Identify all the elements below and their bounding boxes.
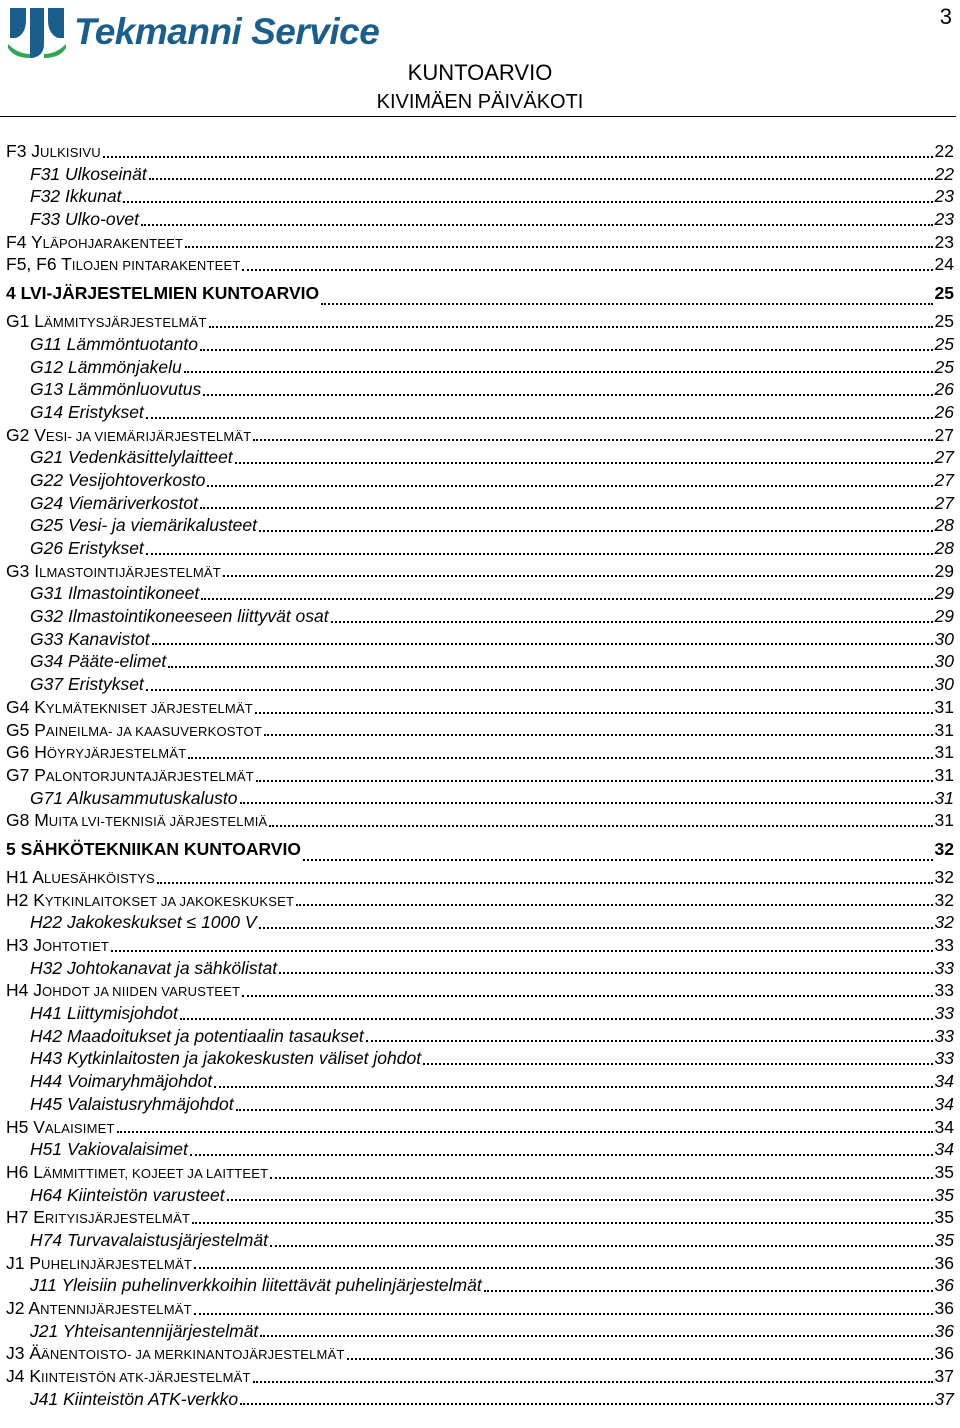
toc-subsection-entry[interactable] [6,1320,954,1343]
toc-entry-label: G31 Ilmastointikoneet [30,583,200,604]
toc-entry-label: H41 Liittymisjohdot [30,1003,178,1024]
toc-page-number: 26 [934,401,954,422]
toc-entry-code: G7 P [6,764,46,785]
toc-entry-label: H74 Turvavalaistusjärjestelmät [30,1229,268,1250]
dot-leader [185,246,932,248]
toc-entry-title-smallcaps: LUESÄHKÖISTYS [43,870,155,886]
toc-subsection-entry[interactable] [6,1138,954,1161]
toc-entry-label: G37 Eristykset [30,674,144,695]
toc-entry-label: H64 Kiinteistön varusteet [30,1184,225,1205]
table-of-contents [6,140,954,1410]
toc-page-number: 25 [934,333,954,354]
toc-entry-code: H4 J [6,980,42,1001]
dot-leader [279,972,932,974]
toc-page-number: 33 [934,957,954,978]
toc-subsection-entry[interactable] [6,333,954,356]
toc-entry-title-smallcaps: OHTOTIET [41,939,110,954]
toc-subsection-entry[interactable] [6,1047,954,1070]
toc-section-entry[interactable] [6,1365,954,1388]
toc-page-number: 31 [934,719,954,740]
toc-entry-label: G22 Vesijohtoverkosto [30,469,206,490]
dot-leader [203,394,932,396]
toc-entry-title-smallcaps: UITA LVI-TEKNISIÄ JÄRJESTELMIÄ [48,814,268,830]
toc-page-number: 37 [934,1388,954,1409]
dot-leader [152,643,933,645]
dot-leader [190,1154,933,1156]
toc-page-number: 29 [934,606,954,627]
toc-page-number: 32 [934,912,954,933]
toc-entry-label: H45 Valaistusryhmäjohdot [30,1093,234,1114]
dot-leader [264,734,933,736]
toc-entry-code: G5 P [6,719,46,740]
toc-page-number: 36 [934,1343,954,1364]
dot-leader [253,439,932,441]
toc-section-entry[interactable] [6,253,954,276]
toc-page-number: 27 [934,492,954,513]
toc-section-entry[interactable] [6,1297,954,1320]
toc-page-number: 31 [934,696,954,717]
toc-entry-label: H44 Voimaryhmäjohdot [30,1071,213,1092]
toc-page-number: 23 [934,186,954,207]
toc-entry-label [6,866,155,891]
toc-entry-code: G2 V [6,424,46,445]
toc-page-number: 37 [934,1366,954,1387]
toc-section-entry[interactable] [6,809,954,832]
dot-leader [270,1245,933,1247]
dot-leader [188,757,932,759]
toc-page-number: 32 [934,838,954,859]
dot-leader [117,1131,933,1133]
toc-entry-label [6,1116,115,1141]
toc-entry-label [6,140,101,165]
dot-leader [321,303,932,305]
toc-entry-label: J41 Kiinteistön ATK-verkko [30,1388,239,1409]
toc-subsection-entry[interactable] [6,469,954,492]
toc-page-number: 28 [934,538,954,558]
toc-entry-code: H5 V [6,1116,45,1137]
dot-leader [111,950,932,952]
dot-leader [240,1403,932,1405]
toc-page-number: 33 [934,1048,954,1069]
toc-entry-title-smallcaps: ÖYRYJÄRJESTELMÄT [46,746,187,762]
dot-leader [207,485,932,487]
toc-entry-label: F31 Ulkoseinät [30,163,147,184]
dot-leader [253,1381,933,1383]
toc-entry-label: G71 Alkusammutuskalusto [30,787,238,808]
toc-subsection-entry[interactable] [6,650,954,673]
toc-page-number: 30 [934,628,954,649]
dot-leader [180,1018,933,1020]
toc-section-entry[interactable] [6,719,954,742]
toc-entry-title-smallcaps: RITYISJÄRJESTELMÄT [44,1211,191,1227]
dot-leader [331,621,933,623]
toc-entry-code: J1 P [6,1252,42,1273]
toc-section-entry[interactable] [6,889,954,912]
toc-page-number: 27 [934,447,954,468]
toc-page-number: 23 [934,209,954,230]
toc-page-number: 22 [934,163,954,184]
toc-page-number: 34 [934,1071,954,1092]
toc-page-number: 32 [934,866,954,887]
toc-subsection-entry[interactable] [6,1025,954,1048]
toc-entry-label: F33 Ulko-ovet [30,209,139,230]
dot-leader [194,1313,933,1315]
toc-section-entry[interactable] [6,1252,954,1275]
toc-entry-label [6,424,251,449]
toc-section-entry[interactable] [6,424,954,447]
dot-leader [209,326,933,328]
toc-page-number: 35 [934,1184,954,1205]
dot-leader [103,156,933,158]
toc-page-number: 26 [934,379,954,400]
toc-section-entry[interactable] [6,1206,954,1229]
toc-page-number: 27 [934,469,954,490]
toc-page-number: 23 [934,231,954,252]
toc-entry-code: J4 K [6,1366,42,1387]
toc-subsection-entry[interactable] [6,378,954,401]
toc-subsection-entry[interactable] [6,1002,954,1025]
dot-leader [214,1086,932,1088]
toc-subsection-entry[interactable] [6,1274,954,1297]
toc-subsection-entry[interactable] [6,787,954,810]
toc-entry-label: F32 Ikkunat [30,186,122,207]
toc-page-number: 32 [934,889,954,910]
toc-page-number: 30 [934,651,954,672]
toc-section-entry[interactable] [6,764,954,787]
toc-page-number: 36 [934,1252,954,1273]
toc-entry-title-smallcaps: ÄNENTOISTO- JA MERKINANTOJÄRJESTELMÄT [41,1347,345,1363]
toc-entry-label: J11 Yleisiin puhelinverkkoihin liitettävät puhelinjärjestelmät [30,1275,482,1296]
dot-leader [157,882,933,884]
toc-chapter-entry[interactable] [6,832,954,866]
toc-section-entry[interactable] [6,934,954,957]
toc-entry-title-smallcaps: ALONTORJUNTAJÄRJESTELMÄT [45,768,254,784]
toc-entry-code: G8 M [6,810,49,831]
company-logo [6,4,379,60]
dot-leader [146,417,933,419]
dot-leader [259,530,933,532]
dot-leader [146,553,933,555]
dot-leader [168,666,932,668]
toc-section-entry[interactable] [6,866,954,889]
toc-page-number: 25 [934,283,954,304]
dot-leader [201,598,932,600]
toc-entry-label: G21 Vedenkäsittelylaitteet [30,447,233,468]
toc-subsection-entry[interactable] [6,605,954,628]
toc-subsection-entry[interactable] [6,537,954,560]
toc-entry-label [6,809,267,834]
toc-entry-label [6,253,240,278]
toc-subsection-entry[interactable] [6,185,954,208]
toc-entry-title-smallcaps: IINTEISTÖN ATK-JÄRJESTELMÄT [41,1370,251,1386]
dot-leader [260,1335,932,1337]
toc-entry-label: H43 Kytkinlaitosten ja jakokeskusten väliset johdot [30,1048,422,1069]
toc-entry-label: G14 Eristykset [30,401,144,422]
toc-entry-label [6,1365,251,1390]
toc-section-entry[interactable] [6,979,954,1002]
toc-entry-title-smallcaps: NTENNIJÄRJESTELMÄT [40,1302,192,1317]
page-number: 3 [939,4,952,29]
toc-subsection-entry[interactable] [6,208,954,231]
toc-page-number: 29 [934,583,954,604]
toc-subsection-entry[interactable] [6,401,954,424]
toc-page-number: 36 [934,1298,954,1318]
toc-subsection-entry[interactable] [6,628,954,651]
dot-leader [192,1222,932,1224]
dot-leader [259,927,933,929]
toc-entry-label: H42 Maadoitukset ja potentiaalin tasaukset [30,1025,364,1046]
toc-entry-code: H7 E [6,1207,45,1228]
toc-entry-label [6,231,183,256]
toc-subsection-entry[interactable] [6,446,954,469]
dot-leader [146,689,933,691]
dot-leader [484,1290,933,1292]
dot-leader [240,802,933,804]
toc-subsection-entry[interactable] [6,673,954,696]
dot-leader [149,178,933,180]
toc-page-number: 31 [934,742,954,763]
toc-page-number: 35 [934,1207,954,1228]
toc-section-entry[interactable] [6,140,954,163]
toc-page-number: 30 [934,674,954,695]
toc-entry-code: H2 K [6,889,45,910]
toc-subsection-entry[interactable] [6,163,954,186]
dot-leader [366,1040,933,1042]
toc-entry-code: H3 J [6,935,42,955]
dot-leader [269,825,932,827]
toc-page-number: 34 [934,1116,954,1137]
toc-entry-title-smallcaps: LMASTOINTIJÄRJESTELMÄT [39,564,221,580]
toc-chapter-entry[interactable] [6,276,954,310]
toc-page-number: 25 [934,356,954,377]
toc-entry-label: J21 Yhteisantennijärjestelmät [30,1320,259,1341]
toc-entry-title-smallcaps: ILOJEN PINTARAKENTEET [71,258,241,274]
toc-page-number: 34 [934,1139,954,1160]
toc-entry-label [6,1252,192,1277]
toc-entry-label [6,934,109,959]
toc-page-number: 27 [934,424,954,445]
dot-leader [141,224,933,226]
toc-page-number: 24 [934,254,954,275]
toc-page-number: 25 [934,311,954,332]
toc-section-entry[interactable] [6,310,954,333]
toc-subsection-entry[interactable] [6,582,954,605]
toc-subsection-entry[interactable] [6,356,954,379]
toc-entry-label: G34 Pääte-elimet [30,651,167,672]
toc-entry-label [6,1161,268,1186]
toc-entry-label: G32 Ilmastointikoneeseen liittyvät osat [30,606,329,627]
toc-entry-label: G12 Lämmönjakelu [30,356,182,377]
dot-leader [223,575,933,577]
toc-subsection-entry[interactable] [6,514,954,537]
toc-entry-label: G26 Eristykset [30,538,144,558]
document-title: KUNTOARVIO [407,60,553,85]
toc-entry-label [6,1297,192,1322]
toc-entry-label [6,741,186,766]
toc-subsection-entry[interactable] [6,1093,954,1116]
toc-entry-label: 5 SÄHKÖTEKNIIKAN KUNTOARVIO [6,838,301,859]
toc-entry-code: J3 Ä [6,1343,42,1364]
toc-entry-title-smallcaps: ALAISIMET [44,1120,115,1136]
document-subtitle: KIVIMÄEN PÄIVÄKOTI [376,91,584,113]
toc-page-number: 22 [934,141,954,161]
toc-entry-code: J2 A [6,1298,41,1318]
toc-entry-code: H1 A [6,866,44,887]
toc-entry-label [6,1342,345,1367]
toc-entry-title-smallcaps: ULKISIVU [40,145,101,160]
dot-leader [236,1109,933,1111]
toc-section-entry[interactable] [6,231,954,254]
toc-entry-title-smallcaps: ÄMMITYSJÄRJESTELMÄT [43,315,207,331]
toc-entry-title-smallcaps: OHDOT JA NIIDEN VARUSTEET [41,984,241,1000]
dot-leader [235,462,933,464]
toc-page-number: 33 [934,1003,954,1024]
header-divider [0,116,956,117]
dot-leader [200,507,933,509]
toc-entry-title-smallcaps: LÄPOHJARAKENTEET [42,235,184,251]
dot-leader [194,1267,933,1269]
dot-leader [242,995,932,997]
toc-entry-code: F3 J [6,141,41,161]
toc-section-entry[interactable] [6,1116,954,1139]
toc-entry-label [6,979,240,1004]
toc-subsection-entry[interactable] [6,492,954,515]
toc-entry-title-smallcaps: YLMÄTEKNISET JÄRJESTELMÄT [45,700,253,716]
toc-subsection-entry[interactable] [6,957,954,980]
toc-entry-label: G11 Lämmöntuotanto [30,333,198,354]
toc-page-number: 33 [934,1025,954,1046]
toc-page-number: 28 [934,515,954,536]
toc-subsection-entry[interactable] [6,1070,954,1093]
toc-entry-code: G4 K [6,696,46,717]
toc-section-entry[interactable] [6,741,954,764]
toc-entry-code: G1 L [6,311,44,332]
toc-entry-label [6,696,253,721]
toc-entry-label: G33 Kanavistot [30,628,150,649]
toc-entry-label: H22 Jakokeskukset ≤ 1000 V [30,912,257,933]
toc-entry-label [6,764,254,789]
toc-entry-code: F4 Y [6,231,43,252]
toc-entry-label: 4 LVI-JÄRJESTELMIEN KUNTOARVIO [6,283,320,304]
tekmanni-logo-icon [6,4,68,60]
toc-subsection-entry[interactable] [6,1229,954,1252]
toc-entry-label: G24 Viemäriverkostot [30,492,198,513]
toc-entry-label [6,1206,190,1231]
toc-entry-title-smallcaps: AINEILMA- JA KAASUVERKOSTOT [45,723,262,739]
toc-subsection-entry[interactable] [6,1184,954,1207]
toc-page-number: 31 [934,810,954,831]
toc-section-entry[interactable] [6,696,954,719]
toc-section-entry[interactable] [6,560,954,583]
toc-page-number: 36 [934,1275,954,1296]
toc-entry-code: G6 H [6,742,47,763]
toc-entry-title-smallcaps: ESI- JA VIEMÄRIJÄRJESTELMÄT [45,428,252,444]
toc-entry-code: G3 I [6,560,40,581]
toc-entry-label: G25 Vesi- ja viemärikalusteet [30,515,257,536]
dot-leader [303,859,933,861]
dot-leader [242,269,932,271]
toc-section-entry[interactable] [6,1161,954,1184]
dot-leader [123,201,932,203]
toc-entry-label: H51 Vakiovalaisimet [30,1139,188,1160]
toc-page-number: 36 [934,1320,954,1341]
dot-leader [270,1177,932,1179]
toc-page-number: 35 [934,1229,954,1250]
toc-entry-label: G13 Lämmönluovutus [30,379,202,400]
toc-subsection-entry[interactable] [6,1388,954,1411]
toc-section-entry[interactable] [6,1342,954,1365]
dot-leader [184,371,933,373]
logo-text: Tekmanni Service [74,11,380,52]
dot-leader [256,780,933,782]
toc-entry-label [6,560,221,585]
toc-entry-label [6,310,207,335]
toc-entry-title-smallcaps: ÄMMITTIMET, KOJEET JA LAITTEET [42,1165,269,1181]
toc-entry-title-smallcaps: UHELINJÄRJESTELMÄT [41,1256,192,1272]
toc-subsection-entry[interactable] [6,911,954,934]
toc-page-number: 31 [934,764,954,785]
dot-leader [227,1199,933,1201]
toc-entry-label: H32 Johtokanavat ja sähkölistat [30,957,278,978]
page-header [0,0,960,118]
toc-page-number: 33 [934,935,954,955]
dot-leader [255,712,933,714]
dot-leader [200,349,933,351]
toc-entry-title-smallcaps: YTKINLAITOKSET JA JAKOKESKUKSET [44,893,295,909]
toc-page-number: 29 [934,560,954,581]
toc-entry-code: F5, F6 T [6,254,72,275]
toc-entry-code: H6 L [6,1161,43,1182]
dot-leader [347,1358,933,1360]
dot-leader [423,1063,932,1065]
toc-page-number: 34 [934,1093,954,1114]
dot-leader [296,904,932,906]
toc-page-number: 35 [934,1161,954,1182]
toc-entry-label [6,889,294,914]
toc-entry-label [6,719,262,744]
toc-page-number: 33 [934,980,954,1001]
toc-page-number: 31 [934,787,954,808]
